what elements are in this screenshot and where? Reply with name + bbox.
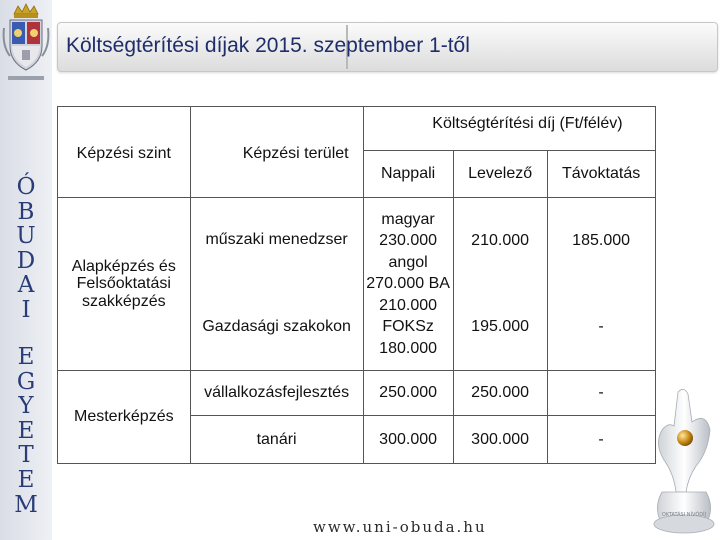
cell-tavoktatas-vallalkozas <box>547 371 655 416</box>
levelezo-gazdasagi-value: 195.000 <box>471 318 530 336</box>
fee-table <box>57 106 656 464</box>
page-title: Költségtérítési díjak 2015. szeptember 1-től <box>66 34 470 57</box>
header-koltsegteritesi-dij <box>363 107 655 151</box>
sidebar <box>0 0 52 540</box>
levelezo-vallalkozas-value: 250.000 <box>471 384 530 402</box>
tavoktatas-tanari-value: - <box>598 430 604 448</box>
footer-url: www.uni-obuda.hu <box>313 518 487 536</box>
cell-terulet-gazdasagi <box>190 284 363 371</box>
table-row <box>58 198 656 284</box>
vertical-word-obudai <box>0 175 52 323</box>
cell-nappali-tanari <box>363 416 453 464</box>
sidebar-letter: G <box>16 368 36 395</box>
terulet-tanari-label: tanári <box>256 430 297 448</box>
tavoktatas-gazdasagi-value: - <box>598 318 604 336</box>
szint-alapkepzes-label: Alapképzés és Felsőoktatási szakképzés <box>71 258 176 310</box>
table-row <box>58 371 656 416</box>
sidebar-letter: I <box>21 296 31 323</box>
cell-tavoktatas-gazdasagi <box>547 284 655 371</box>
header-nappali-label: Nappali <box>380 165 436 183</box>
terulet-gazdasagi-label: Gazdasági szakokon <box>202 318 351 336</box>
levelezo-tanari-value: 300.000 <box>471 430 530 448</box>
cell-szint-alapkepzes <box>58 198 191 371</box>
header-kepzesi-szint-label: Képzési szint <box>76 145 171 162</box>
svg-text:OKTATÁSI NÍVÓDÍJ: OKTATÁSI NÍVÓDÍJ <box>661 512 707 518</box>
sidebar-letter: E <box>17 466 35 493</box>
cell-levelezo-vallalkozas <box>453 371 547 416</box>
cell-nappali-alapkepzes <box>363 198 453 371</box>
sidebar-letter: Y <box>18 393 34 420</box>
sidebar-letter: U <box>16 223 36 250</box>
table-header-row <box>58 107 656 151</box>
header-kepzesi-szint <box>58 107 191 198</box>
cell-tavoktatas-tanari <box>547 416 655 464</box>
nappali-vallalkozas-value: 250.000 <box>379 384 438 402</box>
cell-nappali-vallalkozas <box>363 371 453 416</box>
tavoktatas-vallalkozas-value: - <box>598 384 604 402</box>
sidebar-letter: D <box>16 247 36 274</box>
sidebar-letter: B <box>17 198 35 225</box>
tavoktatas-muszaki-value: 185.000 <box>572 231 631 249</box>
cell-levelezo-gazdasagi <box>453 284 547 371</box>
header-kepzesi-terulet <box>190 107 363 198</box>
terulet-vallalkozas-label: vállalkozásfejlesztés <box>204 384 350 402</box>
header-koltsegteritesi-dij-label: Költségtérítési díj (Ft/félév) <box>432 115 623 132</box>
cell-terulet-tanari <box>190 416 363 464</box>
sidebar-letter: E <box>17 344 35 370</box>
vertical-word-egyetem <box>0 345 52 517</box>
szint-mesterkepzes-label: Mesterképzés <box>74 408 174 426</box>
header-bar <box>57 22 718 72</box>
sidebar-letter: A <box>17 272 35 299</box>
coat-of-arms-icon <box>0 0 52 95</box>
header-kepzesi-terulet-label: Képzési terület <box>242 145 349 162</box>
header-levelezo <box>453 151 547 198</box>
header-tavoktatas <box>547 151 655 198</box>
nappali-tanari-value: 300.000 <box>379 430 438 448</box>
header-levelezo-label: Levelező <box>468 165 533 183</box>
award-statue-icon <box>648 382 720 540</box>
levelezo-muszaki-value: 210.000 <box>471 231 530 249</box>
cell-terulet-muszaki <box>190 198 363 284</box>
sidebar-letter: Ó <box>16 174 36 200</box>
cell-terulet-vallalkozas <box>190 371 363 416</box>
cell-tavoktatas-muszaki <box>547 198 655 284</box>
cell-szint-mesterkepzes <box>58 371 191 464</box>
terulet-muszaki-label: műszaki menedzser <box>205 231 348 248</box>
cell-levelezo-tanari <box>453 416 547 464</box>
header-tavoktatas-label: Távoktatás <box>561 165 641 183</box>
cell-levelezo-muszaki <box>453 198 547 284</box>
header-nappali <box>363 151 453 198</box>
nappali-alapkepzes-value: magyar 230.000 angol 270.000 BA 210.000 FOKSz 180.000 <box>366 210 450 357</box>
sidebar-letter: T <box>18 442 34 469</box>
sidebar-letter: M <box>14 491 38 518</box>
sidebar-letter: E <box>17 417 35 444</box>
